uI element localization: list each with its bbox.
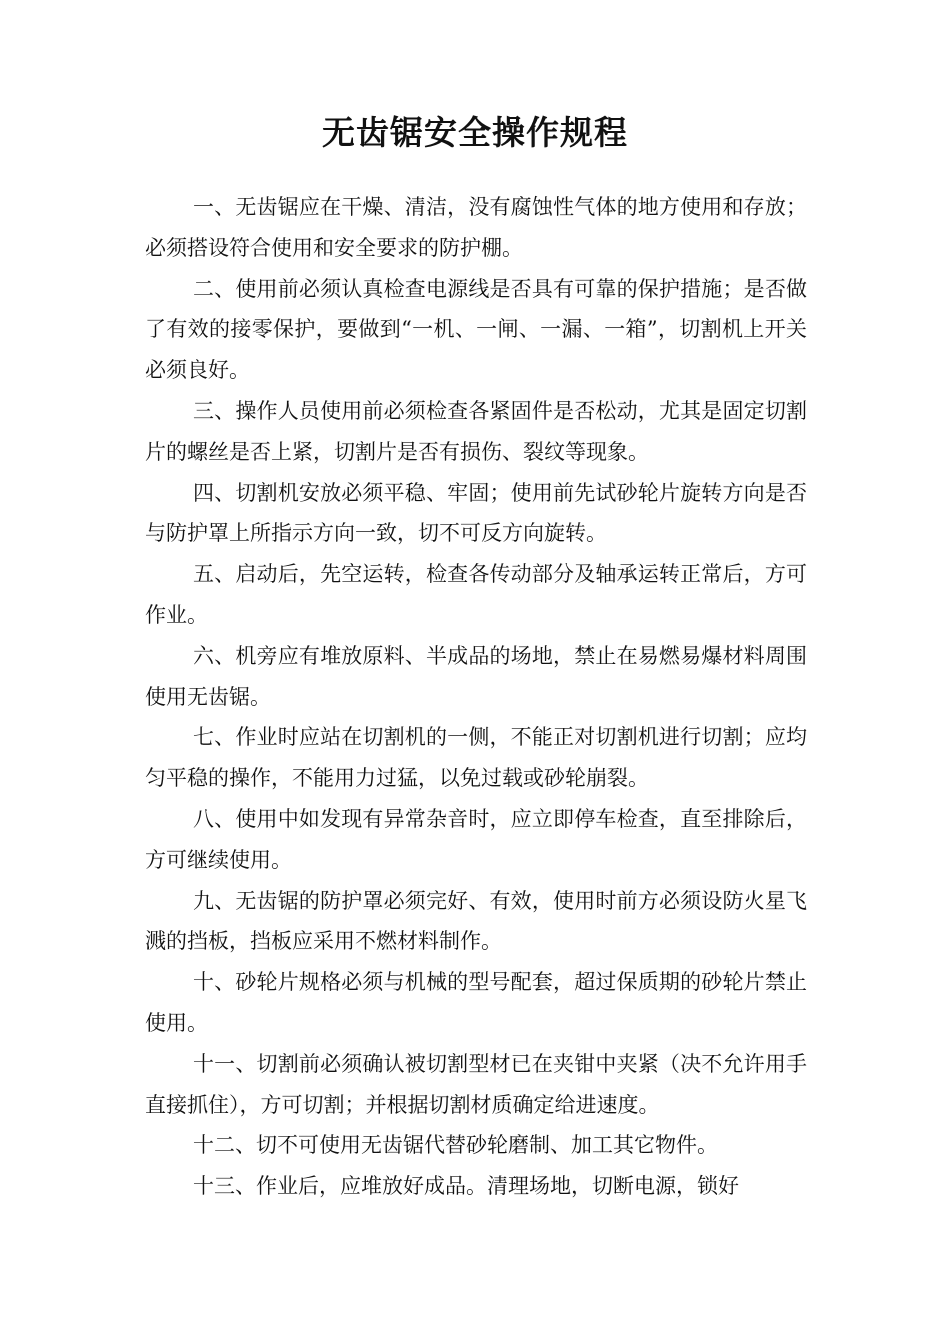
paragraph-11: 十一、切割前必须确认被切割型材已在夹钳中夹紧（决不允许用手直接抓住），方可切割；并根据切割材质确定给进速度。 [145,1051,807,1117]
paragraph-13: 十三、作业后，应堆放好成品。清理场地，切断电源，锁好 [193,1174,739,1199]
paragraph-2: 二、使用前必须认真检查电源线是否具有可靠的保护措施；是否做了有效的接零保护，要做到“一机、一闸、一漏、一箱”，切割机上开关必须良好。 [145,276,807,383]
paragraph-7: 七、作业时应站在切割机的一侧，不能正对切割机进行切割；应均匀平稳的操作，不能用力过猛，以免过载或砂轮崩裂。 [145,725,807,791]
paragraph-6: 六、机旁应有堆放原料、半成品的场地，禁止在易燃易爆材料周围使用无齿锯。 [145,643,807,709]
paragraph-8: 八、使用中如发现有异常杂音时，应立即停车检查，直至排除后，方可继续使用。 [145,806,807,872]
paragraph-1: 一、无齿锯应在干燥、清洁，没有腐蚀性气体的地方使用和存放；必须搭设符合使用和安全要求的防护棚。 [145,195,807,260]
paragraph-9: 九、无齿锯的防护罩必须完好、有效，使用时前方必须设防火星飞溅的挡板，挡板应采用不燃材料制作。 [145,888,807,954]
paragraph-3: 三、操作人员使用前必须检查各紧固件是否松动，尤其是固定切割片的螺丝是否上紧，切割片是否有损伤、裂纹等现象。 [145,398,807,464]
document-body [145,187,807,1207]
paragraph-5: 五、启动后，先空运转，检查各传动部分及轴承运转正常后，方可作业。 [145,562,807,627]
paragraph-4: 四、切割机安放必须平稳、牢固；使用前先试砂轮片旋转方向是否与防护罩上所指示方向一致，切不可反方向旋转。 [145,480,807,546]
page-title: 无齿锯安全操作规程 [322,113,628,152]
paragraph-10: 十、砂轮片规格必须与机械的型号配套，超过保质期的砂轮片禁止使用。 [145,970,807,1035]
paragraph-12: 十二、切不可使用无齿锯代替砂轮磨制、加工其它物件。 [193,1133,718,1158]
